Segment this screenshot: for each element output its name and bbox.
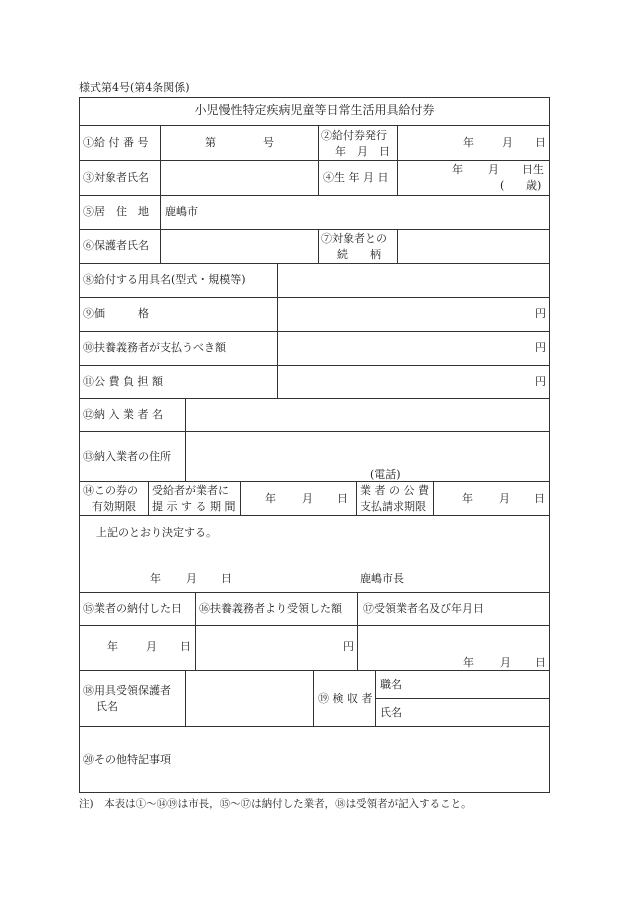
issue-month-unit: 月 (502, 136, 513, 149)
hline (79, 195, 550, 196)
form-title: 小児慢性特定疾病児童等日常生活用具給付券 (194, 103, 435, 117)
issue-year-unit: 年 (463, 136, 474, 149)
vendor-day-unit: 日 (535, 656, 546, 669)
delivery-month-unit: 月 (146, 640, 157, 653)
label-other-notes: ⑳その他特記事項 (83, 753, 171, 766)
hline (79, 160, 550, 161)
vline (195, 592, 196, 670)
label-presentation-period-2: 提 示 す る 期 間 (152, 500, 236, 513)
received-amount-unit: 円 (343, 640, 354, 653)
hline (79, 670, 550, 671)
label-guardian-receipt-1: ⑱用具受領保護者 (83, 684, 171, 697)
age-open: ( (500, 179, 505, 192)
label-vendor-name: ⑫納 入 業 者 名 (83, 408, 163, 421)
label-receiving-vendor: ⑰受領業者名及び年月日 (363, 602, 484, 615)
vline (375, 670, 376, 726)
label-price: ⑨価 格 (83, 307, 149, 320)
label-issue-date-2: 年 月 日 (335, 145, 390, 158)
label-date-of-birth: ④生 年 月 日 (323, 171, 389, 184)
vendor-month-unit: 月 (500, 656, 511, 669)
text-dai: 第 (205, 136, 216, 149)
vendor-phone-label: (電話) (370, 468, 401, 481)
claim-month-unit: 月 (499, 492, 510, 505)
label-delivery-date: ⑮業者の納付した日 (83, 602, 182, 615)
form-reference: 様式第4号(第4条関係) (79, 81, 190, 94)
delivery-year-unit: 年 (107, 640, 118, 653)
label-support-payment: ⑩扶養義務者が支払うべき額 (83, 341, 226, 354)
mayor-signature-label: 鹿嶋市長 (360, 572, 404, 585)
label-issue-date-1: ②給付券発行 (321, 129, 387, 142)
label-validity-2: 有効期限 (92, 500, 136, 513)
vline (433, 481, 434, 515)
decision-year-unit: 年 (150, 572, 161, 585)
hline (79, 481, 550, 482)
age-close: 歳) (526, 179, 542, 192)
hline (79, 431, 550, 432)
text-go: 号 (263, 136, 274, 149)
validity-day-unit: 日 (337, 492, 348, 505)
dob-month-unit: 月 (488, 163, 499, 176)
label-residence: ⑤居 住 地 (83, 205, 149, 218)
vline (318, 229, 319, 263)
vline (397, 229, 398, 263)
vline (318, 125, 319, 195)
label-received-amount: ⑯扶養義務者より受領した額 (199, 602, 342, 615)
claim-day-unit: 日 (534, 492, 545, 505)
issue-day-unit: 日 (535, 136, 546, 149)
vline (185, 670, 186, 726)
vline (313, 670, 314, 726)
label-presentation-period-1: 受給者が業者に (152, 484, 229, 497)
hline (79, 263, 550, 264)
decision-day-unit: 日 (221, 572, 232, 585)
dob-day-unit: 日生 (522, 163, 544, 176)
vline (357, 592, 358, 670)
hline (79, 398, 550, 399)
label-relationship-2: 続 柄 (337, 248, 381, 261)
label-claim-deadline-1: 業 者 の 公 費 (360, 484, 429, 497)
label-inspector: ⑲ 検 収 者 (318, 692, 373, 705)
vline (356, 481, 357, 515)
label-inspector-name: 氏名 (380, 706, 402, 719)
price-unit: 円 (535, 307, 546, 320)
decision-text: 上記のとおり決定する。 (96, 526, 217, 539)
label-guardian-name: ⑥保護者氏名 (83, 239, 149, 252)
vline (397, 125, 398, 195)
label-job-title: 職名 (380, 678, 402, 691)
residence-value: 鹿嶋市 (165, 205, 198, 218)
label-validity-1: ⑭この券の (83, 484, 138, 497)
decision-month-unit: 月 (186, 572, 197, 585)
hline (79, 229, 550, 230)
label-subject-name: ③対象者氏名 (83, 171, 149, 184)
hline (79, 331, 550, 332)
label-relationship-1: ⑦対象者との (321, 232, 387, 245)
hline (79, 592, 550, 593)
hline (79, 515, 550, 516)
label-equipment-name: ⑧給付する用具名(型式・規模等) (83, 273, 246, 286)
label-guardian-receipt-2: 氏名 (96, 700, 118, 713)
vline (160, 125, 161, 263)
hline (79, 297, 550, 298)
support-payment-unit: 円 (535, 341, 546, 354)
public-burden-unit: 円 (535, 375, 546, 388)
hline (79, 625, 550, 626)
vline (185, 398, 186, 481)
vline (240, 481, 241, 515)
label-claim-deadline-2: 支払請求期限 (360, 500, 426, 513)
hline (79, 365, 550, 366)
validity-month-unit: 月 (302, 492, 313, 505)
label-grant-number: ①給 付 番 号 (83, 136, 149, 149)
label-vendor-address: ⑬納入業者の住所 (83, 450, 171, 463)
claim-year-unit: 年 (462, 492, 473, 505)
hline (79, 726, 550, 727)
validity-year-unit: 年 (265, 492, 276, 505)
delivery-day-unit: 日 (180, 640, 191, 653)
hline (375, 698, 550, 699)
vendor-year-unit: 年 (463, 656, 474, 669)
vline (148, 481, 149, 515)
dob-year-unit: 年 (452, 163, 463, 176)
label-public-burden: ⑪公 費 負 担 額 (83, 375, 163, 388)
vline (277, 263, 278, 398)
hline (79, 125, 550, 126)
footnote: 注) 本表は①～⑭⑲は市長，⑮～⑰は納付した業者，⑱は受領者が記入すること。 (79, 798, 472, 810)
